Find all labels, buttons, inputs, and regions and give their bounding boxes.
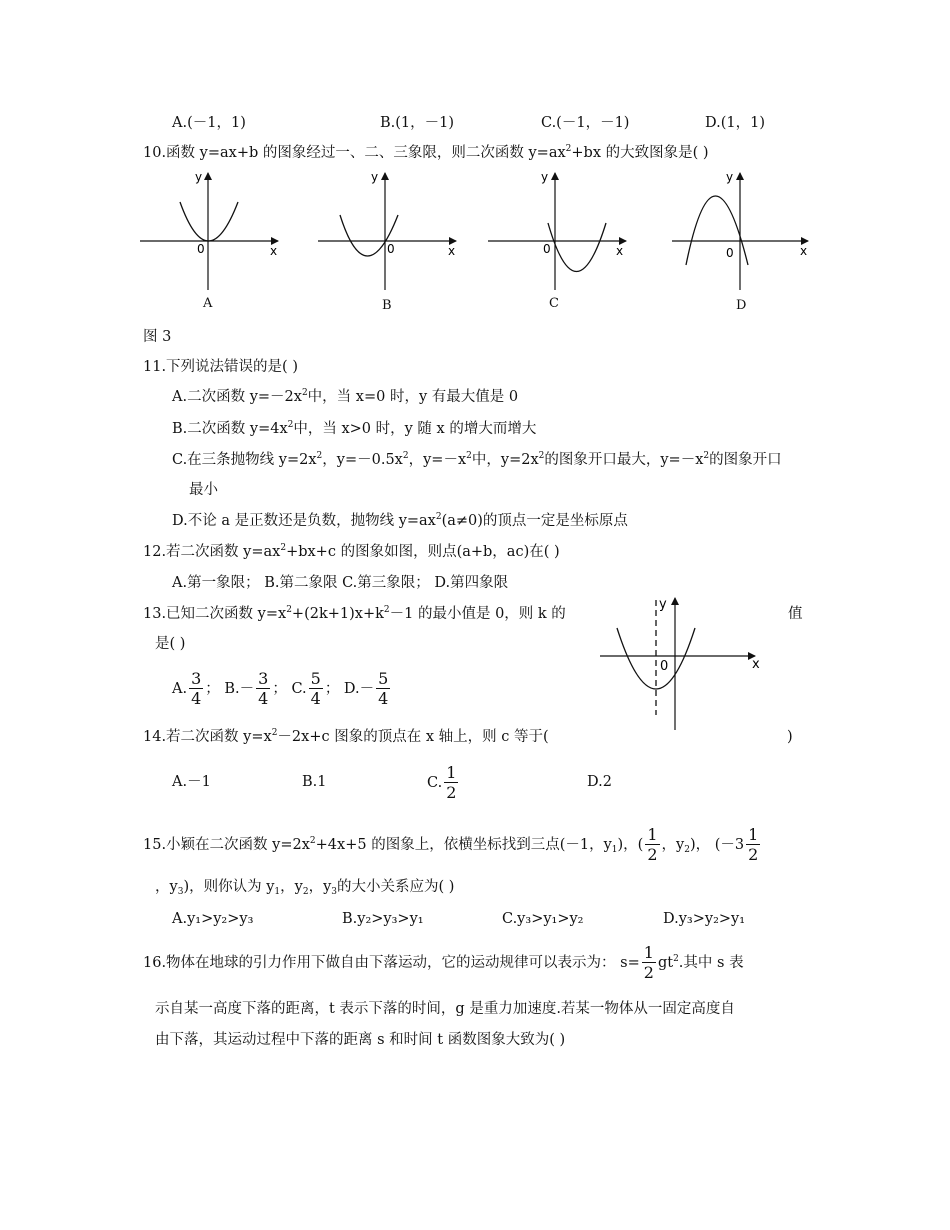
q9-option-d: D.(1，1) <box>705 115 765 131</box>
q12-options: A.第一象限； B.第二象限 C.第三象限； D.第四象限 <box>172 575 509 591</box>
q14-option-b: B.1 <box>302 774 327 790</box>
q13-stem-continued: 是( ) <box>155 636 186 652</box>
q11-option-c-continued: 最小 <box>189 482 218 498</box>
q13-options: A. $\frac{3}{4}$ ； B.－ $\frac{3}{4}$ ； C. $\frac{5}{4}$ ； D.－ $\frac{5}{4}$ <box>172 669 389 708</box>
frac-1-2: $\frac{1}{2}$ <box>647 825 658 864</box>
origin-label: 0 <box>726 246 734 260</box>
origin-label: 0 <box>387 242 395 256</box>
q12-stem: 12.若二次函数 $y=ax^2+bx+c$ 的图象如图，则点(a+b，ac)在( ) <box>143 543 560 560</box>
q9-option-b: B.(1，－1) <box>380 115 455 131</box>
q15-option-b: B.y₂>y₃>y₁ <box>342 911 424 927</box>
q10-stem: 10.函数 y=ax+b 的图象经过一、二、三象限，则二次函数 $y=ax^2+bx$ 的大致图象是( ) <box>143 144 709 161</box>
q13-stem: 13.已知二次函数 $y=x^2+(2k+1)x+k^2-1$ 的最小值是 0，则 k 的 <box>143 605 566 622</box>
frac-5-4: $\frac{5}{4}$ <box>378 669 389 708</box>
graph-c-label: C <box>549 296 559 311</box>
q10-graph-d <box>672 170 808 290</box>
q15-stem: 15.小颖在二次函数 $y=2x^2+4x+5$ 的图象上，依横坐标找到三点(－1，$y_1$)，( $\frac{1}{2}$ ，$y_2$)， (－3 $\frac{1}{2}$ <box>143 825 759 864</box>
q10-graph-a <box>140 170 278 290</box>
y-label: y <box>541 170 549 184</box>
graph-d-label: D <box>736 298 747 313</box>
q15-option-c: C.y₃>y₁>y₂ <box>502 911 584 927</box>
q11-stem: 11.下列说法错误的是( ) <box>143 359 298 375</box>
q10-graphs <box>0 165 950 325</box>
x-label: x <box>270 244 278 258</box>
figure-label: 图 3 <box>143 329 172 345</box>
y-label: y <box>726 170 734 184</box>
q14-option-c: C. $\frac{1}{2}$ <box>427 763 457 802</box>
origin-label: 0 <box>197 242 205 256</box>
q11-option-a: A.二次函数 $y=-2x^2$中，当 x=0 时，y 有最大值是 0 <box>172 388 519 405</box>
q14-option-d: D.2 <box>587 774 612 790</box>
graph-a-label: A <box>203 296 213 311</box>
q16-line-2: 示自某一高度下落的距离，t 表示下落的时间，g 是重力加速度.若某一物体从一固定高度自 <box>155 1001 735 1017</box>
parabola-a <box>180 202 238 241</box>
frac-3-4: $\frac{3}{4}$ <box>258 669 269 708</box>
parabola-d <box>686 196 748 265</box>
q14-stem-close: ) <box>787 729 793 745</box>
q16-stem: 16.物体在地球的引力作用下做自由下落运动，它的运动规律可以表示为： s= $\frac{1}{2}$ $gt^2$.其中 s 表 <box>143 943 744 982</box>
frac-3-4: $\frac{3}{4}$ <box>191 669 202 708</box>
frac-1-2: $\frac{1}{2}$ <box>748 825 759 864</box>
q11-option-c: C.在三条抛物线 $y=2x^2$，$y=-0.5x^2$，$y=-x^2$中，$y=2x^2$的图象开口最大，$y=-x^2$的图象开口 <box>172 451 782 468</box>
origin-label: 0 <box>543 242 551 256</box>
q14-stem: 14.若二次函数 $y=x^2-2x+c$ 图象的顶点在 x 轴上，则 c 等于( <box>143 728 549 745</box>
q11-option-d: D.不论 a 是正数还是负数，抛物线 $y=ax^2(a\ne 0)$的顶点一定是坐标原点 <box>172 512 628 529</box>
parabola-c <box>548 223 606 272</box>
y-label: y <box>371 170 379 184</box>
origin-label: 0 <box>660 659 669 674</box>
graph-b-label: B <box>382 298 392 313</box>
q10-graph-b <box>318 170 456 290</box>
frac-1-2: $\frac{1}{2}$ <box>446 763 457 802</box>
q15-option-a: A.y₁>y₂>y₃ <box>172 911 254 927</box>
q16-line-3: 由下落，其运动过程中下落的距离 s 和时间 t 函数图象大致为( ) <box>155 1032 566 1048</box>
frac-5-4: $\frac{5}{4}$ <box>310 669 321 708</box>
parabola <box>617 628 695 689</box>
x-label: x <box>752 657 760 672</box>
x-label: x <box>448 244 456 258</box>
q12-graph <box>595 590 765 735</box>
y-label: y <box>195 170 203 184</box>
q15-option-d: D.y₃>y₂>y₁ <box>663 911 746 927</box>
q9-option-a: A.(－1，1) <box>172 115 246 131</box>
q10-graph-c <box>488 170 626 290</box>
x-label: x <box>616 244 624 258</box>
q14-option-a: A.－1 <box>172 774 211 790</box>
frac-1-2: $\frac{1}{2}$ <box>643 943 654 982</box>
x-label: x <box>800 244 808 258</box>
q13-stem-tail: 值 <box>788 606 803 622</box>
q15-stem-continued: ，$y_3$)，则你认为 $y_1$，$y_2$，$y_3$的大小关系应为( ) <box>155 879 455 897</box>
q9-option-c: C.(－1，－1) <box>541 115 630 131</box>
q11-option-b: B.二次函数 $y=4x^2$中，当 x>0 时，y 随 x 的增大而增大 <box>172 420 537 437</box>
y-label: y <box>659 597 667 612</box>
